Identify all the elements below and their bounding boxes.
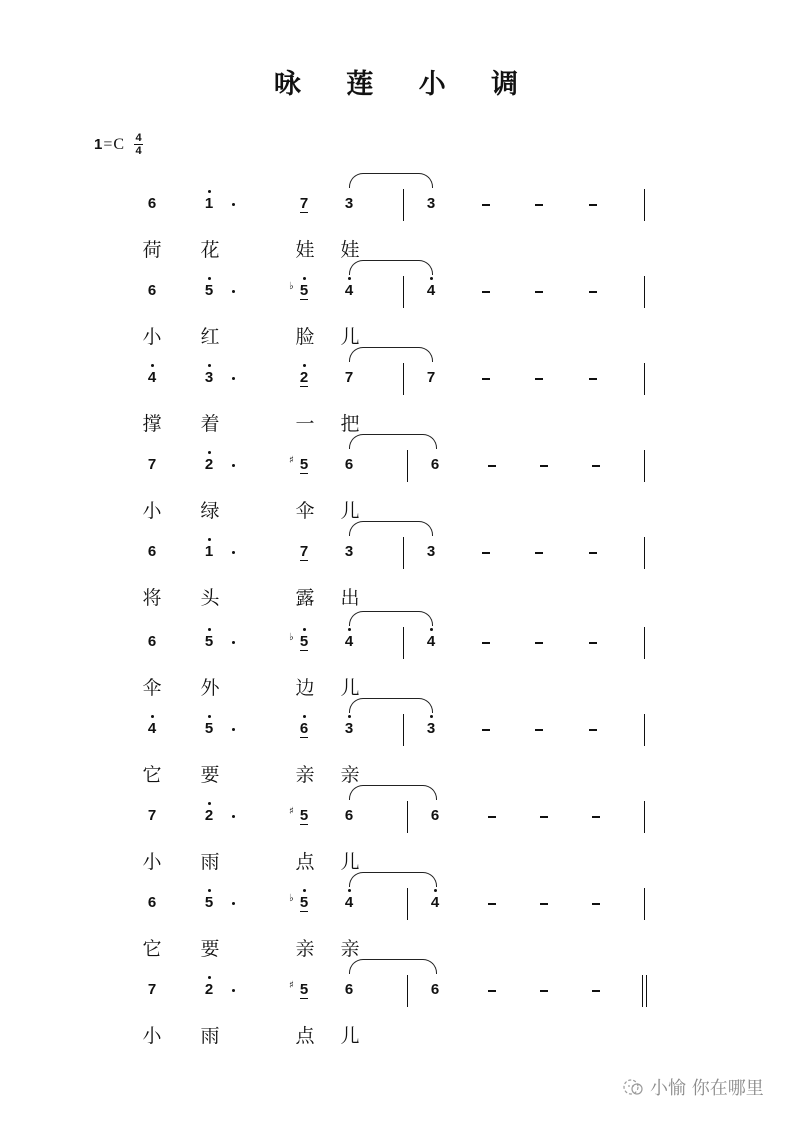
note-digit: 3 [426,195,436,212]
octave-dot-icon [434,889,437,892]
duration-dash [482,642,490,644]
time-signature [134,133,143,156]
note [145,807,159,825]
duration-dash [540,465,548,467]
note [428,807,442,825]
octave-dot-icon [348,628,351,631]
note [424,369,438,387]
note [145,195,159,213]
note [342,543,356,561]
augmentation-dot-icon [232,464,235,467]
note-digit: 5 [299,633,309,650]
note [145,543,159,561]
barline [407,450,408,482]
note [424,282,438,300]
note-digit: 6 [147,894,157,911]
tie-slur [349,260,433,275]
note-digit: 6 [430,807,440,824]
note [428,894,442,912]
time-denominator: 4 [135,145,142,157]
note-digit: 6 [299,720,309,737]
barline [407,888,408,920]
note-digit: 5 [204,894,214,911]
lyric-char: 露 [295,587,315,609]
key-and-time-signature [94,133,143,156]
note [342,894,356,912]
score-system [0,981,792,1067]
note [342,633,356,651]
note [424,195,438,213]
lyric-char: 要 [200,938,220,960]
note-digit: 2 [204,456,214,473]
note [289,281,311,300]
note-digit: 6 [344,456,354,473]
tie-slur [349,611,433,626]
note-digit: 6 [147,543,157,560]
augmentation-dot-icon [232,377,235,380]
barline [407,975,408,1007]
lyric-char: 亲 [295,764,315,786]
augmentation-dot-icon [232,902,235,905]
note-digit: 4 [344,282,354,299]
tie-slur [349,785,437,800]
octave-dot-icon [208,190,211,193]
barline [403,189,404,221]
end-barline [644,801,645,833]
duration-dash [535,729,543,731]
note [145,720,159,738]
note [297,720,311,738]
key-name: C [113,135,125,153]
duration-dash [482,204,490,206]
barline [403,363,404,395]
octave-dot-icon [348,889,351,892]
note-digit: 6 [430,456,440,473]
note-digit: 3 [344,720,354,737]
flat-icon: ♭ [289,893,294,904]
note-digit: 4 [147,369,157,386]
note-digit: 7 [426,369,436,386]
note [202,807,216,825]
lyric-char: 伞 [142,677,162,699]
title-char: 小 [418,69,446,100]
note-digit: 4 [147,720,157,737]
note [202,720,216,738]
octave-dot-icon [303,364,306,367]
note [289,455,311,474]
end-barline [644,189,645,221]
note [424,633,438,651]
octave-dot-icon [208,802,211,805]
barline [403,714,404,746]
lyric-char: 撑 [142,413,162,435]
lyric-char: 雨 [200,1025,220,1047]
lyric-char: 儿 [340,326,360,348]
note-digit: 3 [344,543,354,560]
augmentation-dot-icon [232,641,235,644]
note-digit: 3 [426,720,436,737]
lyric-char: 它 [142,938,162,960]
wechat-official-account-icon [622,1078,644,1096]
tie-slur [349,434,437,449]
note-digit: 4 [344,633,354,650]
duration-dash [589,642,597,644]
lyric-char: 一 [295,413,315,435]
lyric-char: 它 [142,764,162,786]
sharp-icon: ♯ [289,455,294,466]
note-digit: 6 [430,981,440,998]
note-digit: 5 [299,456,309,473]
tie-slur [349,698,433,713]
key-tonic: 1 [94,136,103,153]
lyric-char: 亲 [295,938,315,960]
title-char: 莲 [346,69,374,100]
note-digit: 7 [344,369,354,386]
note-digit: 3 [426,543,436,560]
duration-dash [589,291,597,293]
end-barline [644,714,645,746]
duration-dash [488,465,496,467]
octave-dot-icon [208,889,211,892]
duration-dash [589,729,597,731]
octave-dot-icon [430,715,433,718]
note-digit: 7 [299,195,309,212]
lyric-char: 荷 [142,239,162,261]
octave-dot-icon [303,628,306,631]
duration-dash [535,378,543,380]
lyric-char: 亲 [340,764,360,786]
note-digit: 2 [299,369,309,386]
octave-dot-icon [348,277,351,280]
lyric-char: 边 [295,677,315,699]
note-digit: 1 [204,543,214,560]
lyric-char: 脸 [295,326,315,348]
note-digit: 6 [344,807,354,824]
end-barline [644,888,645,920]
duration-dash [488,990,496,992]
octave-dot-icon [303,889,306,892]
lyric-char: 娃 [295,239,315,261]
end-barline [644,363,645,395]
note-digit: 4 [344,894,354,911]
note-digit: 7 [147,807,157,824]
watermark [622,1074,764,1100]
lyric-char: 伞 [295,500,315,522]
note-digit: 5 [299,894,309,911]
lyric-char: 外 [200,677,220,699]
note [145,981,159,999]
note [342,282,356,300]
duration-dash [540,903,548,905]
note-digit: 6 [344,981,354,998]
augmentation-dot-icon [232,551,235,554]
octave-dot-icon [208,364,211,367]
title-char: 咏 [273,69,301,100]
duration-dash [482,552,490,554]
note-digit: 3 [204,369,214,386]
note [202,543,216,561]
end-barline [644,627,645,659]
augmentation-dot-icon [232,203,235,206]
tie-slur [349,959,437,974]
note-digit: 4 [430,894,440,911]
augmentation-dot-icon [232,815,235,818]
key-equals: = [103,135,113,153]
duration-dash [589,552,597,554]
tie-slur [349,521,433,536]
duration-dash [589,378,597,380]
end-barline [644,276,645,308]
lyric-char: 小 [142,500,162,522]
note [342,456,356,474]
lyric-char: 儿 [340,677,360,699]
octave-dot-icon [208,451,211,454]
flat-icon: ♭ [289,281,294,292]
note [289,980,311,999]
octave-dot-icon [303,277,306,280]
lyric-char: 儿 [340,851,360,873]
sharp-icon: ♯ [289,806,294,817]
duration-dash [535,642,543,644]
lyric-char: 要 [200,764,220,786]
lyric-char: 花 [200,239,220,261]
page-title [0,62,792,101]
end-barline [644,537,645,569]
lyric-char: 着 [200,413,220,435]
note [297,369,311,387]
duration-dash [535,204,543,206]
duration-dash [540,990,548,992]
note-digit: 5 [299,981,309,998]
lyric-char: 儿 [340,1025,360,1047]
note [145,369,159,387]
octave-dot-icon [430,277,433,280]
sharp-icon: ♯ [289,980,294,991]
lyric-char: 亲 [340,938,360,960]
duration-dash [535,552,543,554]
note [428,456,442,474]
note [342,981,356,999]
augmentation-dot-icon [232,989,235,992]
note-digit: 6 [147,195,157,212]
note [202,894,216,912]
barline [403,627,404,659]
note-digit: 6 [147,282,157,299]
lyric-char: 点 [295,1025,315,1047]
augmentation-dot-icon [232,290,235,293]
time-numerator: 4 [135,132,142,144]
note-digit: 5 [299,807,309,824]
octave-dot-icon [208,538,211,541]
octave-dot-icon [208,976,211,979]
lyric-char: 绿 [200,500,220,522]
note [202,981,216,999]
lyric-char: 娃 [340,239,360,261]
note [289,806,311,825]
note-digit: 2 [204,807,214,824]
lyric-char: 小 [142,326,162,348]
duration-dash [482,291,490,293]
note-digit: 5 [299,282,309,299]
note [424,543,438,561]
note [428,981,442,999]
note [145,282,159,300]
note [202,456,216,474]
note [424,720,438,738]
note [145,456,159,474]
note [297,543,311,561]
duration-dash [482,729,490,731]
barline [407,801,408,833]
note [342,807,356,825]
note-digit: 7 [299,543,309,560]
octave-dot-icon [208,628,211,631]
barline [403,537,404,569]
note [145,894,159,912]
end-barline [644,450,645,482]
lyric-char: 将 [142,587,162,609]
duration-dash [592,465,600,467]
watermark-text: 小愉 你在哪里 [650,1078,764,1099]
lyric-char: 红 [200,326,220,348]
note [297,195,311,213]
augmentation-dot-icon [232,728,235,731]
tie-slur [349,347,433,362]
note-digit: 5 [204,720,214,737]
lyric-char: 出 [340,587,360,609]
final-double-barline [642,975,647,1007]
note-digit: 5 [204,633,214,650]
octave-dot-icon [303,715,306,718]
note [289,632,311,651]
lyric-char: 儿 [340,500,360,522]
octave-dot-icon [208,277,211,280]
lyric-char: 雨 [200,851,220,873]
lyric-char: 点 [295,851,315,873]
title-char: 调 [491,69,519,100]
note-digit: 4 [426,633,436,650]
note-digit: 3 [344,195,354,212]
tie-slur [349,872,437,887]
note [145,633,159,651]
note [342,195,356,213]
duration-dash [592,990,600,992]
duration-dash [589,204,597,206]
note-digit: 6 [147,633,157,650]
note-digit: 2 [204,981,214,998]
lyric-char: 头 [200,587,220,609]
duration-dash [482,378,490,380]
duration-dash [488,903,496,905]
note-digit: 1 [204,195,214,212]
lyric-char: 小 [142,1025,162,1047]
octave-dot-icon [430,628,433,631]
note [202,369,216,387]
octave-dot-icon [348,715,351,718]
barline [403,276,404,308]
lyric-char: 把 [340,413,360,435]
flat-icon: ♭ [289,632,294,643]
note [342,369,356,387]
note-digit: 7 [147,981,157,998]
duration-dash [592,816,600,818]
octave-dot-icon [151,715,154,718]
tie-slur [349,173,433,188]
octave-dot-icon [208,715,211,718]
note [202,195,216,213]
lyric-char: 小 [142,851,162,873]
note-digit: 5 [204,282,214,299]
note [342,720,356,738]
note-digit: 7 [147,456,157,473]
duration-dash [488,816,496,818]
duration-dash [540,816,548,818]
note [202,282,216,300]
octave-dot-icon [151,364,154,367]
duration-dash [592,903,600,905]
duration-dash [535,291,543,293]
note [289,893,311,912]
note [202,633,216,651]
note-digit: 4 [426,282,436,299]
